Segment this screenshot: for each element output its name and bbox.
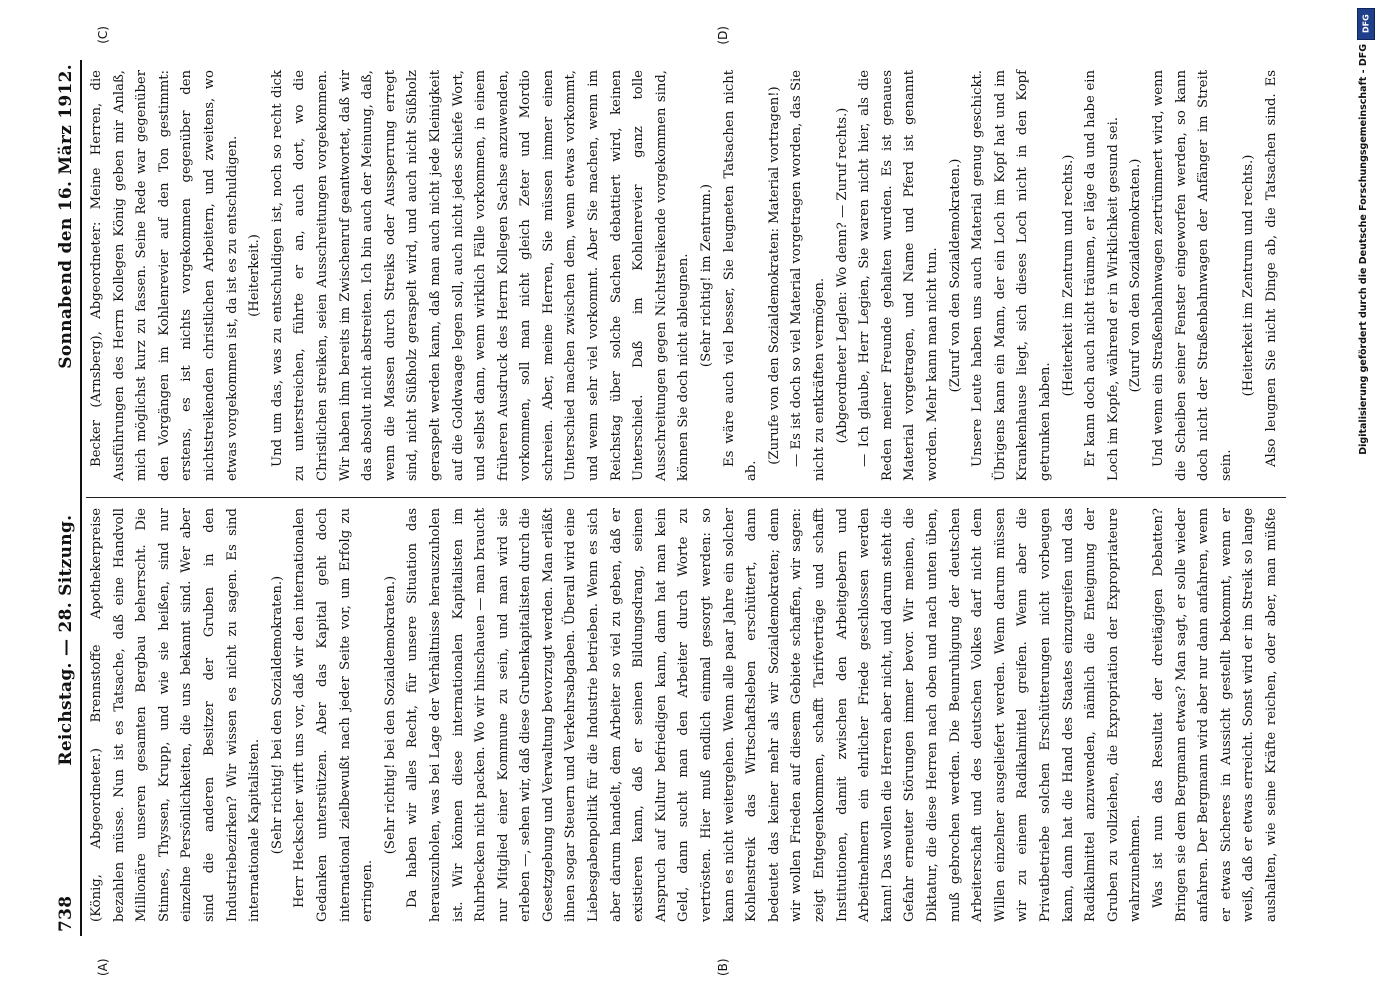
- interjection: (Heiterkeit.): [247, 234, 263, 317]
- right-column: [86, 60, 1286, 498]
- interjection: (Heiterkeit im Zentrum und rechts.): [1241, 154, 1257, 397]
- paragraph: Es wäre auch viel besser, Sie leugneten Tatsachen nicht ab.: [721, 70, 760, 481]
- interjection: (Sehr richtig! im Zentrum.): [699, 183, 715, 368]
- paragraph: Becker (Arnsberg), Abgeordneter: Meine Herren, die Ausführungen des Herrn Kollegen König geben mir Anlaß, mich möglichst kurz zu fassen. Seine Rede war gegenüber den Vorgängen im Kohlenrevier auf den Ton gestimmt: erstens, es ist nichts vorgekommen gegenüber den nichtstreikenden christlichen Arbeitern, und zweitens, wo etwas vorgekommen ist, da ist es zu entschuldigen.: [89, 70, 240, 481]
- margin-marker-c: (C): [96, 26, 110, 44]
- paragraph: Und um das, was zu entschuldigen ist, noch so recht dick zu unterstreichen, führte er an, auch dort, wo die Christlichen streiken, seien Ausschreitungen vorgekommen. Wir haben ihm bereits im Zwischenruf geantwortet, daß wir das absolut nicht abstreiten. Ich bin auch der Meinung, daß, wenn die Massen durch Streiks oder Aussperrung erregt sind, nicht Süßholz geraspelt wird, und auch nicht Süßholz geraspelt werden kann, daß man auch nicht jede Kleinigkeit auf die Goldwaage legen soll, auch nicht jedes schiefe Wort, und selbst dann, wenn wirklich Fälle vorkommen, in einem früheren Ausdruck des Herrn Kollegen Sachse anzuwenden, vorkommen, soll man nicht gleich Zeter und Mordio schreien. Aber, meine Herren, Sie müssen immer einen Unterschied machen zwischen dem, wenn etwas vorkommt, und wenn sehr viel vorkommt. Aber Sie machen, wenn im Reichstag über solche Sachen debattiert wird, keinen Unterschied. Daß im Kohlenrevier ganz tolle Ausschreitungen gegen Nichtstreikende vorgekommen sind, können Sie doch nicht ableugnen.: [269, 70, 692, 481]
- digitization-stamp: [1355, 0, 1377, 1000]
- interjection: (Sehr richtig! bei den Sozialdemokraten.): [382, 575, 398, 855]
- paragraph: Herr Heckscher wirft uns vor, daß wir den internationalen Gedanken unterstützen. Aber das Kapital geht doch international zielbewußt nach jeder Seite vor, um Erfolg zu erringen.: [292, 508, 376, 922]
- interjection: (Zuruf von den Sozialdemokraten.): [1128, 158, 1144, 393]
- paragraph: — Es ist doch so viel Material vorgetragen worden, das Sie nicht zu entkräften vermögen.: [789, 70, 827, 481]
- interjection: (Abgeordneter Leglen: Wo denn? — Zuruf rechts.): [834, 107, 850, 444]
- paragraph: Unsere Leute haben uns auch Material genug geschickt. Übrigens kann ein Mann, der ein Loch im Kopf hat und im Krankenhause liegt, sich dieses Loch nicht in den Kopf getrunken haben.: [970, 70, 1053, 481]
- interjection: (Zuruf von den Sozialdemokraten.): [947, 158, 963, 393]
- paragraph: Was ist nun das Resultat der dreitägigen Debatten? Bringen sie dem Bergmann etwas? Man sagt, er solle wieder anfahren. Der Bergmann wird aber nur dann anfahren, wenn er etwas Sicheres in Aussicht gestellt bekommt, wenn er weiß, daß er etwas erreicht. Sonst wird er im Streik so lange aushalten, wie seine Kräfte reichen, oder aber, man müßte: [1150, 508, 1279, 922]
- paragraph: Da haben wir alles Recht, für unsere Situation das herauszuholen, was bei Lage der Verhältnisse herauszuholen ist. Wir können diese internationalen Kapitalisten im Ruhrbecken nicht packen. Wo wir hinschauen — man braucht nur Mitglied einer Kommune zu sein, und man wird sie erleben —, sehen wir, daß diese Grubenkapitalisten durch die Gesetzgebung und Verwaltung bevorzugt werden. Man erläßt ihnen sogar Steuern und Verkehrsabgaben. Überall wird eine Liebesgabenpolitik für die Industrie betrieben. Wenn es sich aber darum handelt, dem Arbeiter so viel zu geben, daß er existieren kann, daß er seinen Bildungsdrang, seinen Anspruch auf Kultur befriedigen kann, dann hat man kein Geld, dann sucht man den Arbeiter durch Worte zu vertrösten. Hier muß endlich einmal gesorgt werden: so kann es nicht weitergehen. Wenn alle paar Jahre ein solcher Kohlenstreik das Wirtschaftsleben erschüttert, dann bedeutet das keiner mehr als wir Sozialdemokraten; denn wir wollen Frieden auf diesem Gebiete schaffen, wir sagen: zeigt Entgegenkommen, schafft Tarifverträge und schafft Institutionen, damit zwischen den Arbeitgebern und Arbeitnehmern ein ehrlicher Friede geschlossen werden kann! Das wollen die Herren aber nicht, und darum steht die Gefahr erneuter Störungen immer bevor. Wir meinen, die Diktatur, die diese Herren nach oben und nach unten üben, muß gebrochen werden. Die Beunruhigung der deutschen Arbeiterschaft und des deutschen Volkes darf nicht dem Willen einzelner ausgeliefert werden. Wenn darum müssen wir zu einem Radikalmittel greifen. Wenn aber die Privatbetriebe solchen Erschütterungen nicht vorbeugen kann, dann hat die Hand des Staates einzugreifen und das Radikalmittel anzuwenden, nämlich die Enteignung der Gruben zu vollziehen, die Expropriation der Expropriateure wahrzunehmen.: [405, 508, 1144, 922]
- margin-marker-a: (A): [96, 958, 110, 976]
- margin-marker-b: (B): [716, 958, 730, 976]
- paragraph: — Ich glaube, Herr Legien, Sie waren nicht hier, als die Reden meiner Freunde gehalten wurden. Es ist genaues Material vorgetragen, und Name und Pferd ist genannt worden. Mehr kann man nicht tun.: [857, 70, 940, 481]
- margin-marker-d: (D): [716, 26, 730, 45]
- paragraph: (König, Abgeordneter.) Brennstoffe Apothekerpreise bezahlen müsse. Nun ist es Tatsache, daß eine Handvoll Millionäre unseren gesamten Bergbau beherrscht. Die Stinnes, Thyssen, Krupp, und wie sie heißen, sind nur einzelne Persönlichkeiten, die uns bekannt sind. Wer aber sind die anderen Besitzer der Gruben in den Industriebezirken? Wir wissen es nicht zu sagen. Es sind internationale Kapitalisten.: [89, 508, 263, 922]
- interjection: (Sehr richtig! bei den Sozialdemokraten.): [269, 575, 285, 855]
- paragraph: Er kann doch auch nicht träumen, er läge da und habe ein Loch im Kopfe, während er in Wirklichkeit gesund sei.: [1083, 70, 1121, 481]
- dfg-logo-icon: DFG: [1357, 8, 1375, 40]
- page-header: [56, 60, 80, 936]
- digitization-note: Digitalisierung gefördert durch die Deutsche Forschungsgemeinschaft - DFG: [1358, 44, 1369, 455]
- header-session: Reichstag. — 28. Sitzung.: [56, 514, 76, 766]
- left-column: [86, 498, 1286, 936]
- page-number: 738: [56, 895, 76, 932]
- paragraph: Und wenn ein Straßenbahnwagen zertrümmert wird, wenn die Scheiben seiner Fenster eingeworfen werden, so kann doch nicht der Straßenbahnwagen der Anfänger im Streit sein.: [1150, 70, 1234, 481]
- paragraph: Also leugnen Sie nicht Dinge ab, die Tatsachen sind. Es: [1263, 70, 1279, 467]
- interjection: (Zurufe von den Sozialdemokraten: Material vortragen!): [766, 86, 782, 465]
- text-columns: [86, 26, 1286, 976]
- header-rule: [80, 60, 82, 936]
- interjection: (Heiterkeit im Zentrum und rechts.): [1060, 154, 1076, 397]
- header-date: Sonnabend den 16. März 1912.: [56, 64, 76, 369]
